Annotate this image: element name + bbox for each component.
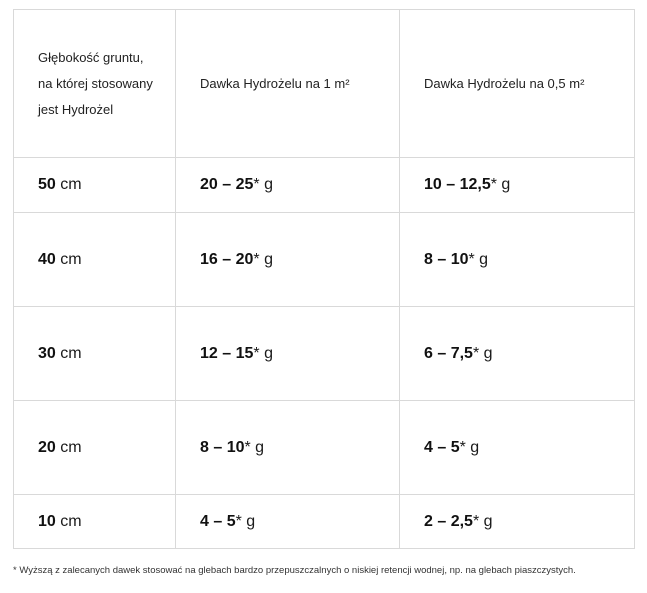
dose-05m2-suffix: * g <box>472 344 493 362</box>
depth-value: 40 <box>38 250 56 268</box>
table-row <box>14 213 635 307</box>
table-row <box>14 401 635 495</box>
dose-05m2-cell <box>400 401 635 495</box>
dose-1m2-cell <box>176 158 400 213</box>
dose-1m2-value: 20 – 25 <box>200 176 254 193</box>
dose-1m2-cell <box>176 307 400 401</box>
table-row <box>14 158 635 213</box>
dose-1m2-suffix: * g <box>253 250 273 268</box>
header-depth: Głębokość gruntu, na której stosowany jest Hydrożel <box>14 10 176 158</box>
depth-cell <box>14 401 176 495</box>
dose-1m2-suffix: * g <box>244 438 265 456</box>
depth-unit: cm <box>55 438 82 456</box>
depth-cell <box>14 307 176 401</box>
dose-05m2-value: 2 – 2,5 <box>424 512 473 530</box>
dose-05m2-suffix: * g <box>459 438 480 456</box>
depth-unit: cm <box>55 512 82 530</box>
dose-05m2-value: 8 – 10 <box>424 250 469 268</box>
dose-1m2-value: 16 – 20 <box>200 250 254 268</box>
dose-1m2-cell <box>176 213 400 307</box>
dose-05m2-cell <box>400 213 635 307</box>
depth-cell <box>14 213 176 307</box>
depth-value: 20 <box>38 438 56 456</box>
depth-value: 50 <box>38 176 56 193</box>
hydrogel-dose-table <box>13 9 635 549</box>
dose-05m2-value: 10 – 12,5 <box>424 176 491 193</box>
header-dose-1m2: Dawka Hydrożelu na 1 m² <box>176 10 400 158</box>
dose-05m2-cell <box>400 307 635 401</box>
dose-1m2-suffix: * g <box>235 512 256 530</box>
depth-unit: cm <box>55 250 82 268</box>
dose-05m2-cell <box>400 158 635 213</box>
table-header-row <box>14 10 635 158</box>
dose-05m2-suffix: * g <box>472 512 493 530</box>
depth-unit: cm <box>55 176 82 193</box>
dose-1m2-suffix: * g <box>253 176 273 193</box>
dose-1m2-value: 12 – 15 <box>200 344 254 362</box>
depth-unit: cm <box>55 344 82 362</box>
dose-05m2-value: 4 – 5 <box>424 438 460 456</box>
footnote: * Wyższą z zalecanych dawek stosować na glebach bardzo przepuszczalnych o niskiej retencji wodnej, np. na glebach piaszczystych. <box>13 565 576 576</box>
table-row <box>14 495 635 549</box>
dose-05m2-value: 6 – 7,5 <box>424 344 473 362</box>
dose-1m2-cell <box>176 401 400 495</box>
dose-1m2-suffix: * g <box>253 344 273 362</box>
header-dose-05m2: Dawka Hydrożelu na 0,5 m² <box>400 10 635 158</box>
depth-value: 30 <box>38 344 56 362</box>
dose-1m2-value: 8 – 10 <box>200 438 245 456</box>
dose-05m2-suffix: * g <box>468 250 489 268</box>
dose-1m2-cell <box>176 495 400 549</box>
table-row <box>14 307 635 401</box>
dose-1m2-value: 4 – 5 <box>200 512 236 530</box>
depth-value: 10 <box>38 512 56 530</box>
dose-05m2-suffix: * g <box>490 176 511 193</box>
depth-cell <box>14 158 176 213</box>
dose-05m2-cell <box>400 495 635 549</box>
depth-cell <box>14 495 176 549</box>
